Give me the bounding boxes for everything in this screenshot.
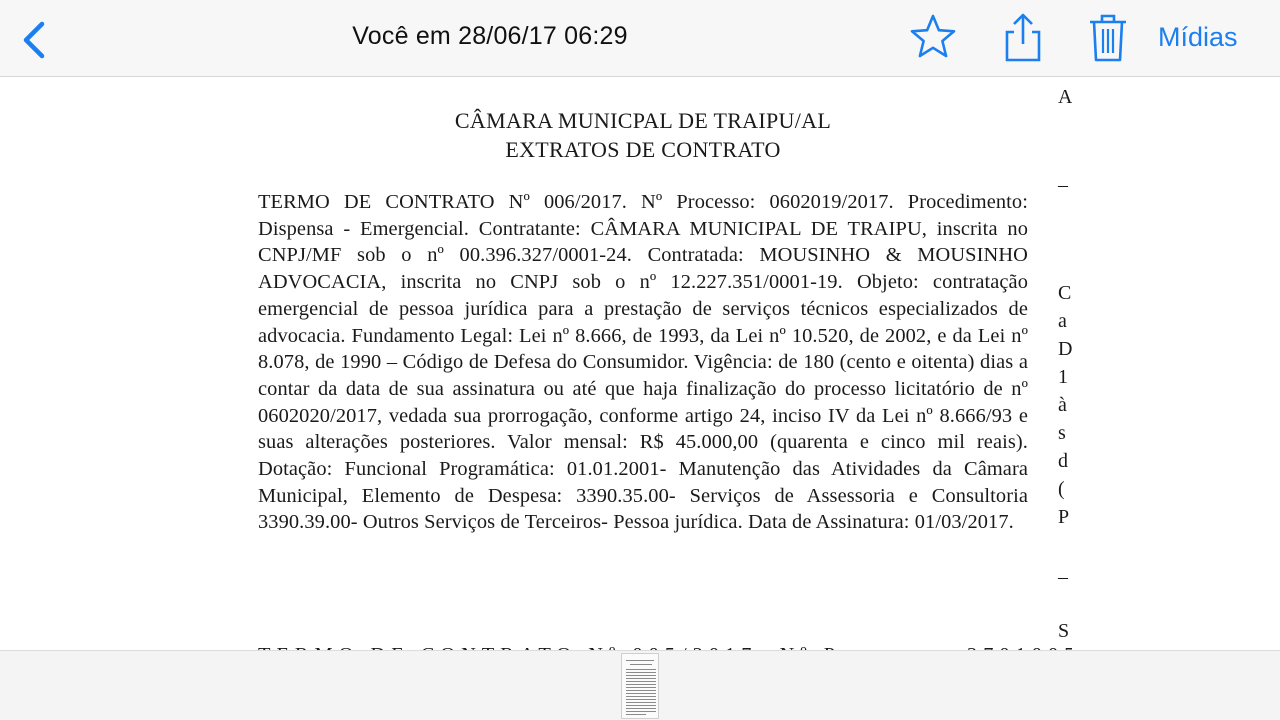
chevron-left-icon[interactable] <box>14 18 54 62</box>
heading-line-2: EXTRATOS DE CONTRATO <box>505 137 781 162</box>
fragment: S <box>1058 620 1070 642</box>
thumbnail-item[interactable] <box>621 653 659 719</box>
fragment: s <box>1058 422 1066 444</box>
thumbnail-strip <box>0 650 1280 720</box>
photo-viewer[interactable] <box>0 78 1280 650</box>
navigation-bar <box>0 0 1280 77</box>
document-heading <box>258 106 1028 164</box>
page-title: Você em 28/06/17 06:29 <box>352 22 628 50</box>
star-icon[interactable] <box>908 12 958 62</box>
fragment: – <box>1058 566 1068 588</box>
fragment: à <box>1058 394 1067 416</box>
fragment: D <box>1058 338 1073 360</box>
fragment: 1 <box>1058 366 1068 388</box>
fragment: P <box>1058 506 1070 528</box>
trash-icon[interactable] <box>1086 10 1130 64</box>
fragment: a <box>1058 310 1067 332</box>
heading-line-1: CÂMARA MUNICPAL DE TRAIPU/AL <box>454 108 832 133</box>
fragment: C <box>1058 282 1072 304</box>
fragment: ( <box>1058 478 1065 500</box>
fragment: d <box>1058 450 1068 472</box>
document-page <box>258 106 1028 536</box>
fragment: – <box>1058 174 1068 196</box>
contract-paragraph: TERMO DE CONTRATO Nº 006/2017. Nº Processo: 0602019/2017. Procedimento: Dispensa - Emergencial. Contratante: CÂMARA MUNICIPAL DE TRAIPU, inscrita no CNPJ/MF sob o nº 00.396.327/0001-24. Contratada: MOUSINHO & MOUSINHO ADVOCACIA, inscrita no CNPJ sob o nº 12.227.351/0001-19. Objeto: contratação emergencial de pessoa jurídica para a prestação de serviços técnicos especializados de advocacia. Fundamento Legal: Lei nº 8.666, de 1993, da Lei nº 10.520, de 2002, e da Lei nº 8.078, de 1990 – Código de Defesa do Consumidor. Vigência: de 180 (cento e oitenta) dias a contar da data de sua assinatura ou até que haja finalização do processo licitatório de nº 0602020/2017, vedada sua prorrogação, conforme artigo 24, inciso IV da Lei nº 8.666/93 e suas alterações posteriores. Valor mensal: R$ 45.000,00 (quarenta e cinco mil reais). Dotação: Funcional Programática: 01.01.2001- Manutenção das Atividades da Câmara Municipal, Elemento de Despesa: 3390.35.00- Serviços de Assessoria e Consultoria 3390.39.00- Outros Serviços de Terceiros- Pessoa jurídica. Data de Assinatura: 01/03/2017. <box>258 191 1028 534</box>
share-icon[interactable] <box>1000 10 1046 64</box>
photo-edge <box>1072 78 1280 650</box>
media-button[interactable]: Mídias <box>1158 22 1238 52</box>
fragment: A <box>1058 86 1073 108</box>
